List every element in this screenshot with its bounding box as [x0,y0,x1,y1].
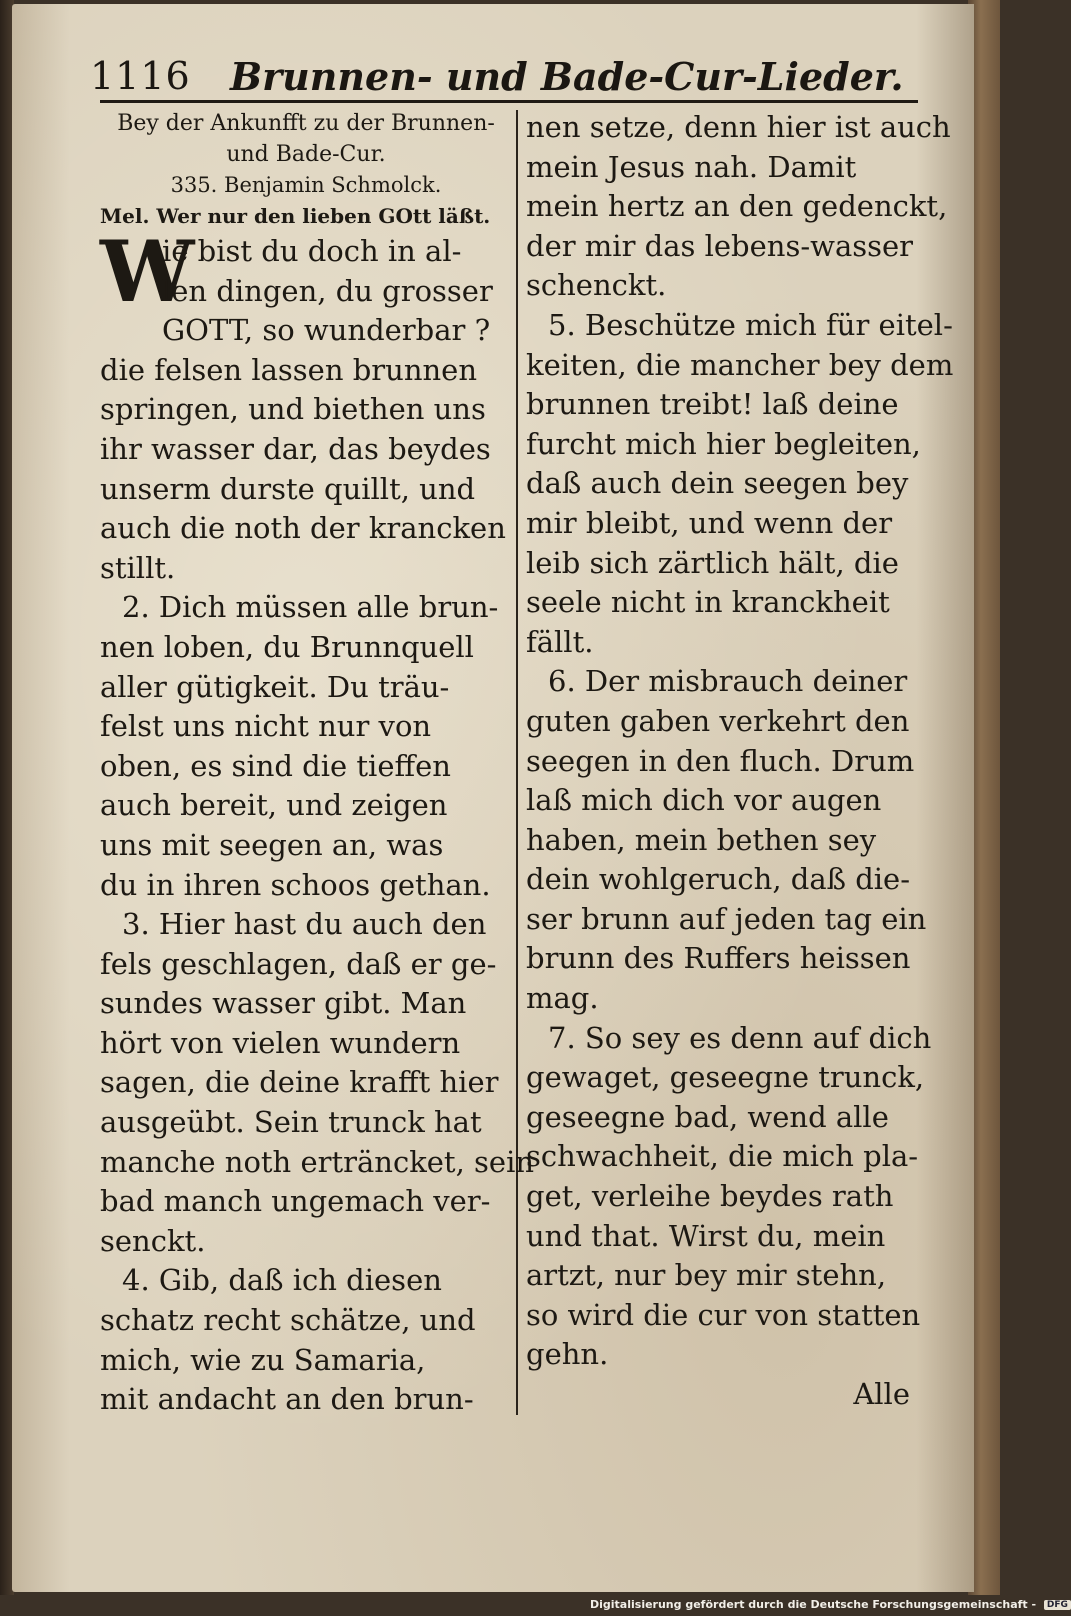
column-divider [516,110,518,1415]
text-line: auch bereit, und zeigen [100,788,448,823]
verse-start-line: 3. Hier hast du auch den [122,907,487,942]
text-line: haben, mein bethen sey [526,822,877,857]
text-line: nen loben, du Brunnquell [100,629,474,664]
text-line: so wird die cur von statten [526,1297,921,1332]
text-line: manche noth erträncket, sein [100,1144,535,1179]
text-line: mit andacht an den brun- [100,1382,474,1417]
text-line: ihr wasser dar, das beydes [100,431,491,466]
text-line: du in ihren schoos gethan. [100,867,491,902]
text-line: GOTT, so wunderbar ? [162,313,491,348]
verse-start-line: 2. Dich müssen alle brun- [122,590,499,625]
text-line: get, verleihe beydes rath [526,1179,894,1214]
text-line: bad manch ungemach ver- [100,1184,491,1219]
text-line: ausgeübt. Sein trunck hat [100,1105,482,1140]
text-line: gewaget, geseegne trunck, [526,1060,925,1095]
text-line: uns mit seegen an, was [100,827,444,862]
left-column [100,108,535,1420]
text-line: unserm durste quillt, und [100,471,476,506]
text-line: ie bist du doch in al- [162,234,462,268]
digitization-credit [590,1598,1071,1611]
text-line: mich, wie zu Samaria, [100,1342,426,1377]
text-line: und that. Wirst du, mein [526,1218,886,1253]
text-line: mag. [526,981,599,1016]
text-line: seegen in den fluch. Drum [526,743,915,778]
verse-start-line: 4. Gib, daß ich diesen [122,1263,442,1298]
melody-line: Mel. Wer nur den lieben GOtt läßt. [100,204,491,228]
catchword: Alle [853,1377,910,1411]
verse-start-line: 5. Beschütze mich für eitel- [548,307,953,342]
text-line: mein hertz an den gedenckt, [526,189,948,224]
hymn-heading-line1: Bey der Ankunfft zu der Brunnen- [117,111,495,136]
text-line: stillt. [100,550,176,585]
text-line: brunnen treibt! laß deine [526,387,899,422]
text-line: leib sich zärtlich hält, die [526,545,899,580]
text-line: fels geschlagen, daß er ge- [100,946,497,981]
verse-1-opening [100,222,512,321]
hymn-number-author: 335. Benjamin Schmolck. [170,173,442,197]
drop-cap: W [100,222,195,321]
text-line: auch die noth der krancken [100,511,506,546]
text-line: aller gütigkeit. Du träu- [100,669,450,704]
verse-start-line: 7. So sey es denn auf dich [548,1020,932,1055]
text-line: daß auch dein seegen bey [526,466,909,501]
text-line: nen setze, denn hier ist auch [526,110,951,144]
text-line: mir bleibt, und wenn der [526,505,893,540]
text-line: die felsen lassen brunnen [100,352,478,387]
dfg-logo: DFG [1044,1600,1071,1610]
text-line: schatz recht schätze, und [100,1303,476,1338]
text-line: furcht mich hier begleiten, [526,426,921,461]
text-line: ser brunn auf jeden tag ein [526,901,927,936]
text-line: dein wohlgeruch, daß die- [526,862,910,897]
text-line: artzt, nur bey mir stehn, [526,1258,887,1293]
page-number: 1116 [90,54,191,98]
running-title: Brunnen- und Bade-Cur-Lieder. [230,54,904,99]
text-line: mein Jesus nah. Damit [526,149,857,184]
text-line: hört von vielen wundern [100,1025,461,1060]
text-line: der mir das lebens-wasser [526,228,914,263]
verse-start-line: 6. Der misbrauch deiner [548,664,908,699]
text-line: gehn. [526,1337,609,1372]
page-header [90,52,910,100]
text-line: senckt. [100,1223,206,1258]
header-rule [100,100,918,103]
text-line: guten gaben verkehrt den [526,703,910,738]
text-line: fällt. [526,624,594,659]
text-line: seele nicht in kranckheit [526,585,890,620]
text-line: laß mich dich vor augen [526,783,882,818]
text-line: sagen, die deine krafft hier [100,1065,499,1100]
text-line: sundes wasser gibt. Man [100,986,467,1021]
text-line: springen, und biethen uns [100,392,486,427]
right-column [526,108,954,1415]
text-line: keiten, die mancher bey dem [526,347,954,382]
text-line: geseegne bad, wend alle [526,1099,889,1134]
text-line: brunn des Ruffers heissen [526,941,911,976]
text-line: schenckt. [526,268,667,303]
credit-text: Digitalisierung gefördert durch die Deutsche Forschungsgemeinschaft - [590,1598,1037,1611]
text-line: len dingen, du grosser [162,273,493,308]
text-line: schwachheit, die mich pla- [526,1139,919,1174]
text-line: felst uns nicht nur von [100,709,432,744]
text-line: oben, es sind die tieffen [100,748,451,783]
hymn-heading-line2: und Bade-Cur. [226,142,386,167]
